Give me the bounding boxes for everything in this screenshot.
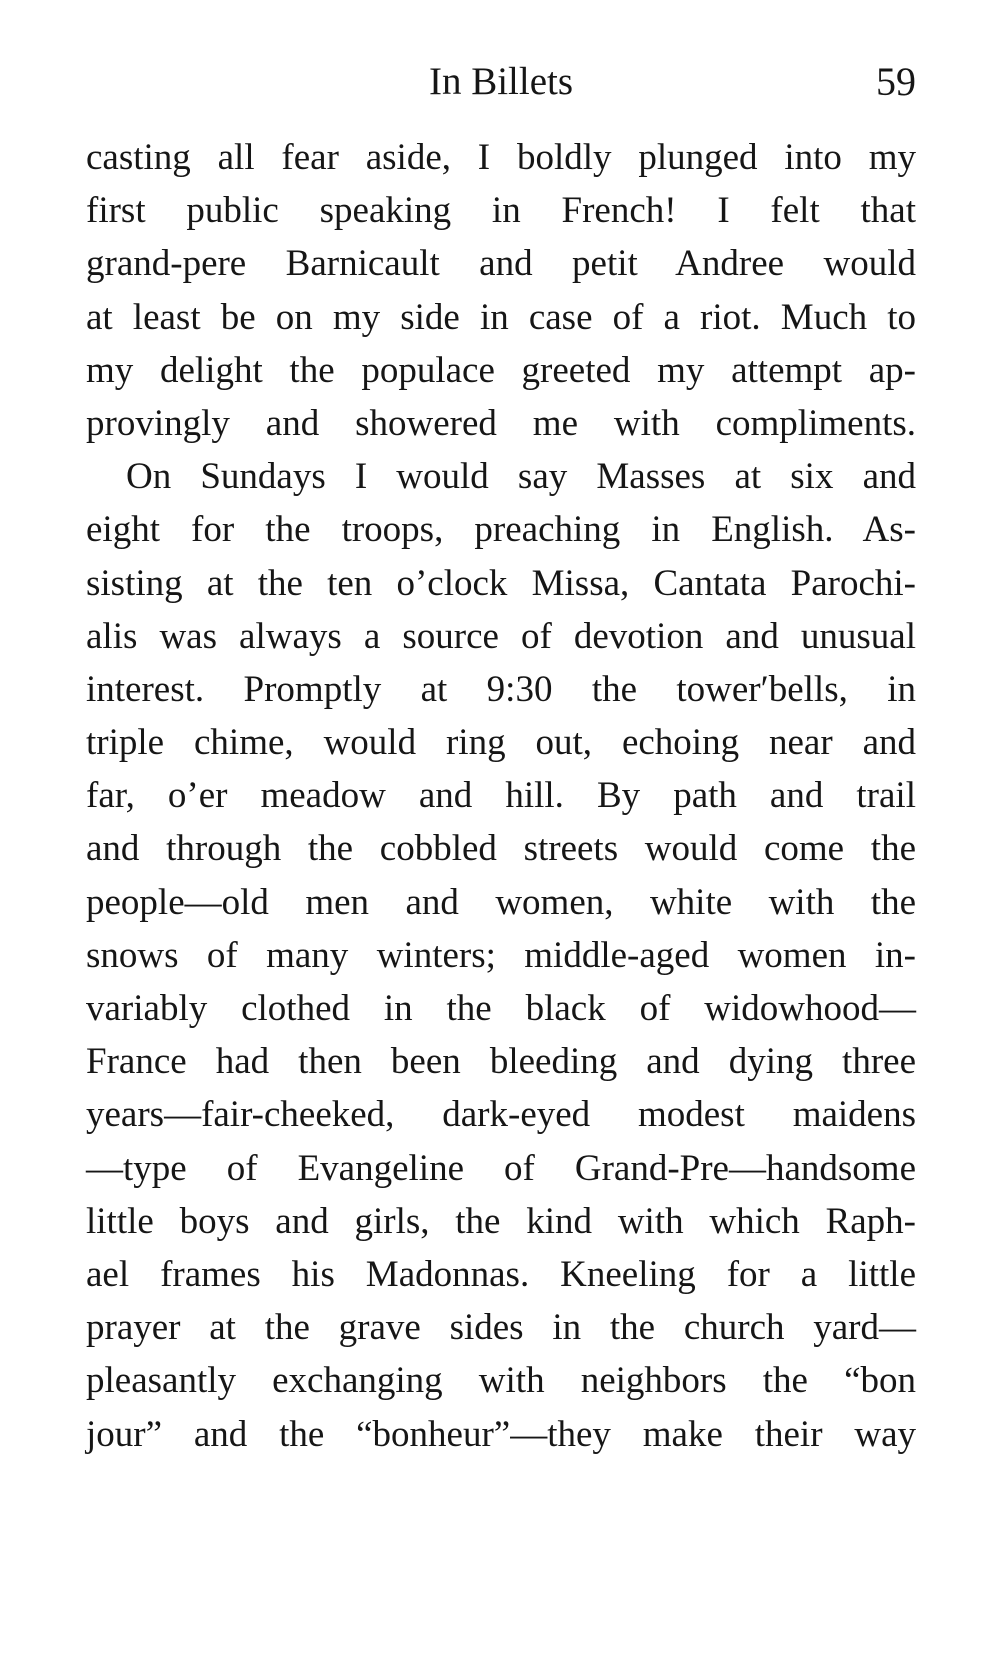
text-line: snows of many winters; middle-aged women in- <box>86 934 916 976</box>
text-line: at least be on my side in case of a riot. Much to <box>86 296 916 338</box>
text-line: triple chime, would ring out, echoing near and <box>86 722 916 764</box>
text-line: first public speaking in French! I felt that <box>86 190 916 232</box>
page-number: 59 <box>876 59 916 104</box>
text-line: eight for the troops, preaching in English. As- <box>86 509 916 551</box>
text-line: years—fair-cheeked, dark-eyed modest maidens <box>86 1094 916 1136</box>
text-line: alis was always a source of devotion and unusual <box>86 615 916 657</box>
body-text <box>86 131 916 1461</box>
running-title: In Billets <box>428 60 574 103</box>
text-line: —type of Evangeline of Grand-Pre—handsome <box>86 1147 916 1189</box>
text-line: and through the cobbled streets would come the <box>86 828 916 870</box>
text-line: sisting at the ten o’clock Missa, Cantata Parochi- <box>86 562 916 604</box>
text-line: little boys and girls, the kind with which Raph- <box>86 1200 916 1242</box>
text-line: people—old men and women, white with the <box>86 881 916 923</box>
text-line: France had then been bleeding and dying three <box>86 1041 916 1083</box>
text-line: my delight the populace greeted my attempt ap- <box>86 349 916 391</box>
text-line: ael frames his Madonnas. Kneeling for a little <box>86 1253 916 1295</box>
text-line: provingly and showered me with compliments. <box>86 402 916 444</box>
text-line: pleasantly exchanging with neighbors the “bon <box>86 1360 916 1402</box>
paragraph-first-line: On Sundays I would say Masses at six and <box>126 456 916 498</box>
text-line: far, o’er meadow and hill. By path and trail <box>86 775 916 817</box>
text-line: variably clothed in the black of widowhood— <box>86 988 916 1029</box>
text-line: grand-pere Barnicault and petit Andree would <box>86 243 916 285</box>
text-line: jour” and the “bonheur”—they make their way <box>86 1413 916 1455</box>
running-head <box>86 54 916 110</box>
text-line: casting all fear aside, I boldly plunged into my <box>86 137 916 178</box>
text-line: interest. Promptly at 9:30 the tower′bells, in <box>86 668 916 710</box>
text-line: prayer at the grave sides in the church yard— <box>86 1307 916 1349</box>
